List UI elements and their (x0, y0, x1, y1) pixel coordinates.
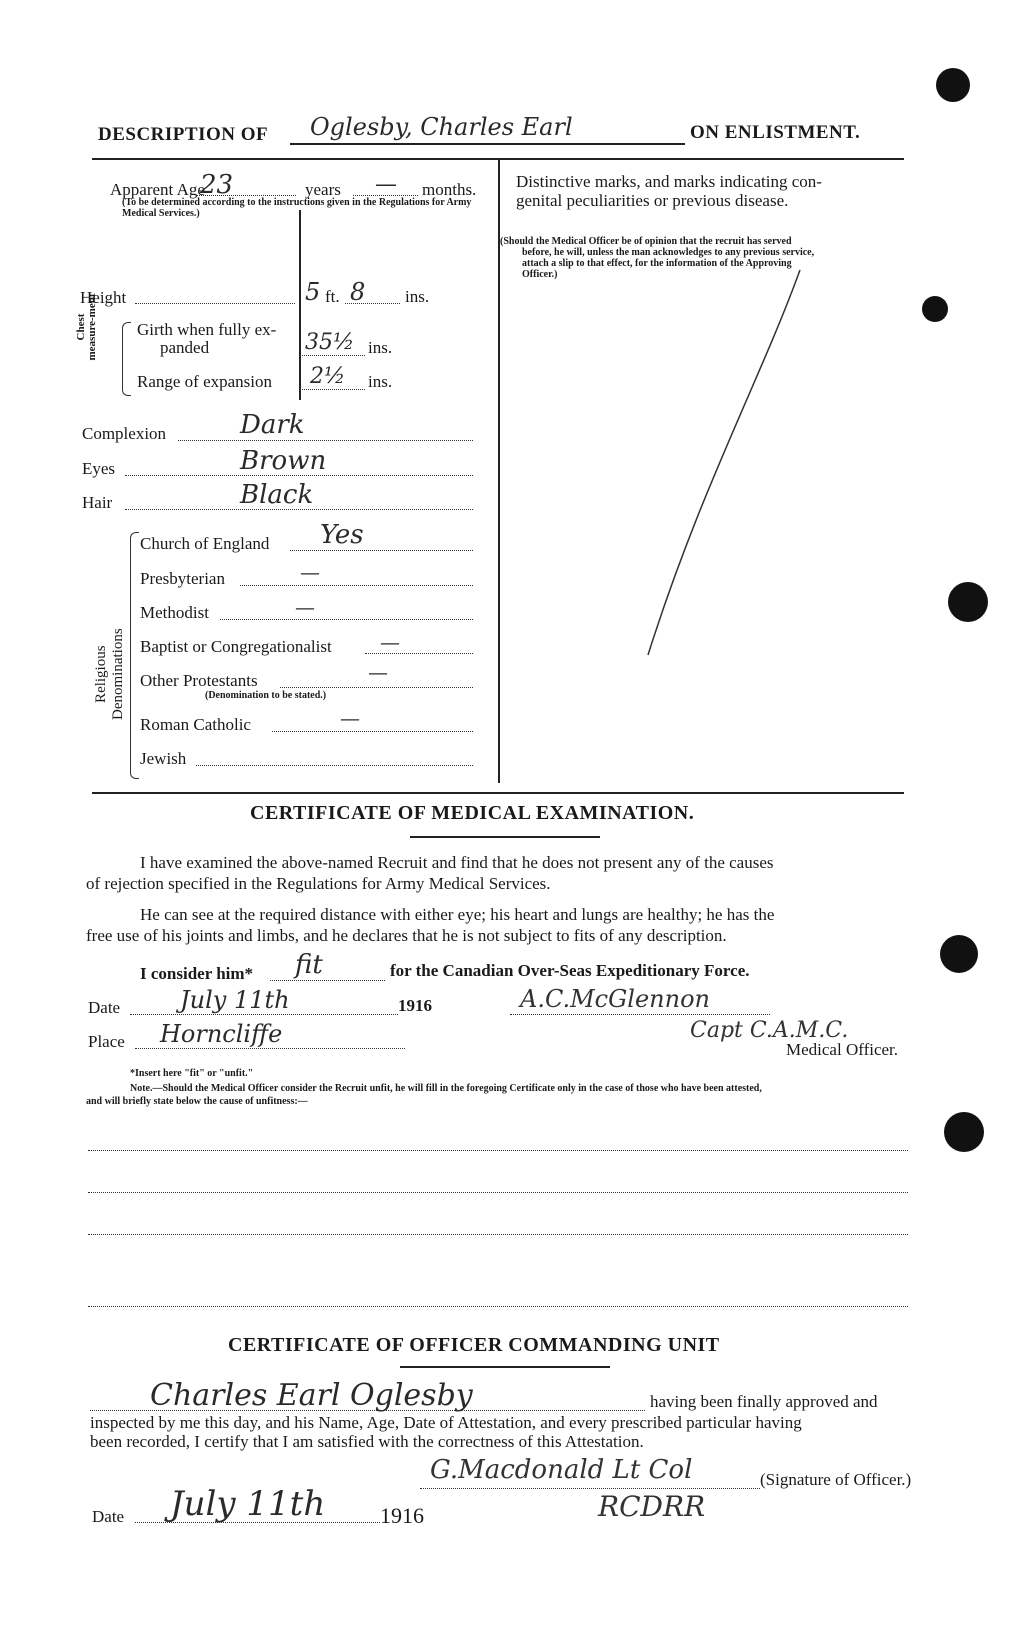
medical-year: 1916 (398, 996, 432, 1015)
distinctive-strike-line (640, 260, 840, 660)
other-protestants-value: — (368, 660, 388, 684)
height-ft-value: 5 (305, 278, 321, 306)
eyes-label: Eyes (82, 459, 116, 478)
chest-label (76, 292, 98, 362)
commanding-line2: inspected by me this day, and his Name, Age, Date of Attestation, and every prescribed particular having (90, 1413, 802, 1432)
medical-para1-line1: I have examined the above-named Recruit and find that he does not present any of the causes (140, 853, 774, 872)
religion-bracket (130, 532, 139, 779)
girth-value: 35½ (305, 330, 355, 355)
ft-label: ft. (325, 287, 340, 306)
medical-place-value: Horncliffe (160, 1020, 283, 1048)
age-months-value: — (375, 172, 397, 197)
methodist-value: — (295, 595, 315, 619)
eyes-line (125, 475, 473, 476)
commanding-name-line (90, 1410, 645, 1411)
age-years-line (196, 195, 296, 196)
binder-hole-3 (948, 582, 988, 622)
commanding-recruit-name: Charles Earl Oglesby (150, 1378, 473, 1413)
religion-side-label (93, 628, 127, 720)
church-of-england-line (290, 550, 473, 551)
girth-label-2: panded (160, 338, 210, 357)
consider-line (270, 980, 385, 981)
consider-rest: for the Canadian Over-Seas Expeditionary Force. (390, 961, 750, 980)
commanding-title: CERTIFICATE OF OFFICER COMMANDING UNIT (228, 1334, 720, 1356)
medical-para2-line2: free use of his joints and limbs, and he declares that he is not subject to fits of any description. (86, 926, 727, 945)
jewish-line (196, 765, 473, 766)
commanding-officer-unit: RCDRR (598, 1490, 706, 1523)
medical-place-line (135, 1048, 405, 1049)
medical-note-line1: Note.—Should the Medical Officer consider the Recruit unfit, he will fill in the foregoing Certificate only in the case of those who have been attested, (130, 1083, 762, 1094)
commanding-line3: been recorded, I certify that I am satisfied with the correctness of this Attestation. (90, 1432, 644, 1451)
other-protestants-line (280, 687, 473, 688)
commanding-title-underline (400, 1366, 610, 1368)
baptist-label: Baptist or Congregationalist (140, 637, 332, 656)
unfitness-line-2 (88, 1192, 908, 1193)
description-of-label: DESCRIPTION OF (98, 124, 269, 145)
unfitness-line-3 (88, 1234, 908, 1235)
methodist-label: Methodist (140, 603, 209, 622)
girth-unit: ins. (368, 338, 393, 357)
binder-hole-1 (936, 68, 970, 102)
binder-hole-2 (922, 296, 948, 322)
girth-label-1: Girth when fully ex- (137, 320, 277, 339)
name-underline (290, 143, 685, 145)
religion-side-label-2: Denominations (110, 628, 126, 720)
range-line (300, 389, 365, 390)
roman-catholic-value: — (340, 706, 360, 730)
medical-date-label: Date (88, 998, 121, 1017)
medical-para2-line1: He can see at the required distance with either eye; his heart and lungs are healthy; he has the (140, 905, 775, 924)
eyes-value: Brown (240, 446, 327, 476)
height-in-line (345, 303, 400, 304)
commanding-date-label: Date (92, 1507, 125, 1526)
value-column-divider (299, 210, 301, 400)
distinctive-note-4: Officer.) (522, 269, 558, 280)
height-label: Height (80, 288, 127, 307)
binder-hole-4 (940, 935, 978, 973)
unfitness-line-1 (88, 1150, 908, 1151)
height-in-value: 8 (350, 278, 366, 306)
complexion-label: Complexion (82, 424, 167, 443)
commanding-date-value: July 11th (170, 1484, 326, 1524)
roman-catholic-label: Roman Catholic (140, 715, 251, 734)
girth-line (300, 355, 365, 356)
range-value: 2½ (310, 364, 346, 389)
medical-title: CERTIFICATE OF MEDICAL EXAMINATION. (250, 802, 695, 824)
medical-officer-label: Medical Officer. (786, 1040, 899, 1059)
top-section-bottom-rule (92, 792, 904, 794)
church-of-england-value: Yes (320, 520, 364, 550)
binder-hole-5 (944, 1112, 984, 1152)
height-ins-label: ins. (405, 287, 430, 306)
distinctive-note-3: attach a slip to that effect, for the information of the Approving (522, 258, 792, 269)
commanding-signature-line (420, 1488, 760, 1489)
insert-note: *Insert here "fit" or "unfit." (130, 1068, 254, 1079)
roman-catholic-line (272, 731, 473, 732)
other-protestants-note: (Denomination to be stated.) (205, 690, 327, 701)
medical-para1-line2: of rejection specified in the Regulations for Army Medical Services. (86, 874, 551, 893)
height-leader (135, 303, 295, 304)
medical-place-label: Place (88, 1032, 125, 1051)
medical-signature-line (510, 1014, 770, 1015)
commanding-line1-rest: having been finally approved and (650, 1392, 878, 1411)
distinctive-note-2: before, he will, unless the man acknowledges to any previous service, (522, 247, 815, 258)
complexion-value: Dark (240, 410, 305, 440)
baptist-value: — (380, 630, 400, 654)
center-column-divider (498, 160, 500, 783)
chest-label-text: Chest measure-ment (75, 293, 98, 361)
commanding-signature-label: (Signature of Officer.) (760, 1470, 912, 1489)
age-months-line (353, 195, 418, 196)
commanding-date-line (135, 1522, 380, 1523)
chest-bracket (122, 322, 131, 396)
months-label: months. (422, 180, 477, 199)
commanding-year: 1916 (380, 1503, 424, 1528)
presbyterian-value: — (300, 560, 320, 584)
jewish-label: Jewish (140, 749, 187, 768)
hair-value: Black (240, 480, 314, 510)
commanding-officer-signature: G.Macdonald Lt Col (430, 1455, 693, 1485)
recruit-name-handwritten: Oglesby, Charles Earl (310, 113, 573, 141)
presbyterian-line (240, 585, 473, 586)
medical-date-line (130, 1014, 398, 1015)
medical-officer-signature: A.C.McGlennon (520, 985, 710, 1013)
years-label: years (305, 180, 341, 199)
range-unit: ins. (368, 372, 393, 391)
methodist-line (220, 619, 473, 620)
apparent-age-label: Apparent Age (110, 180, 205, 199)
medical-date-value: July 11th (180, 986, 290, 1014)
religion-side-label-1: Religious (93, 645, 109, 703)
distinctive-note-1: (Should the Medical Officer be of opinion that the recruit has served (500, 236, 792, 247)
hair-line (125, 509, 473, 510)
medical-title-underline (410, 836, 600, 838)
age-years-value: 23 (200, 170, 234, 200)
consider-value: fit (295, 950, 323, 980)
church-of-england-label: Church of England (140, 534, 270, 553)
hair-label: Hair (82, 493, 113, 512)
unfitness-line-4 (88, 1306, 908, 1307)
consider-label: I consider him* (140, 964, 254, 983)
medical-note-line2: and will briefly state below the cause of unfitness:— (86, 1096, 308, 1107)
age-note: (To be determined according to the instructions given in the Regulations for Army Medical Services.) (122, 197, 472, 219)
other-protestants-label: Other Protestants (140, 671, 258, 690)
presbyterian-label: Presbyterian (140, 569, 225, 588)
on-enlistment-label: ON ENLISTMENT. (690, 122, 861, 143)
distinctive-heading-1: Distinctive marks, and marks indicating con- (516, 172, 822, 191)
baptist-line (365, 653, 473, 654)
medical-officer-rank: Capt C.A.M.C. (690, 1018, 849, 1043)
range-label: Range of expansion (137, 372, 273, 391)
complexion-line (178, 440, 473, 441)
distinctive-heading-2: genital peculiarities or previous disease. (516, 191, 789, 210)
